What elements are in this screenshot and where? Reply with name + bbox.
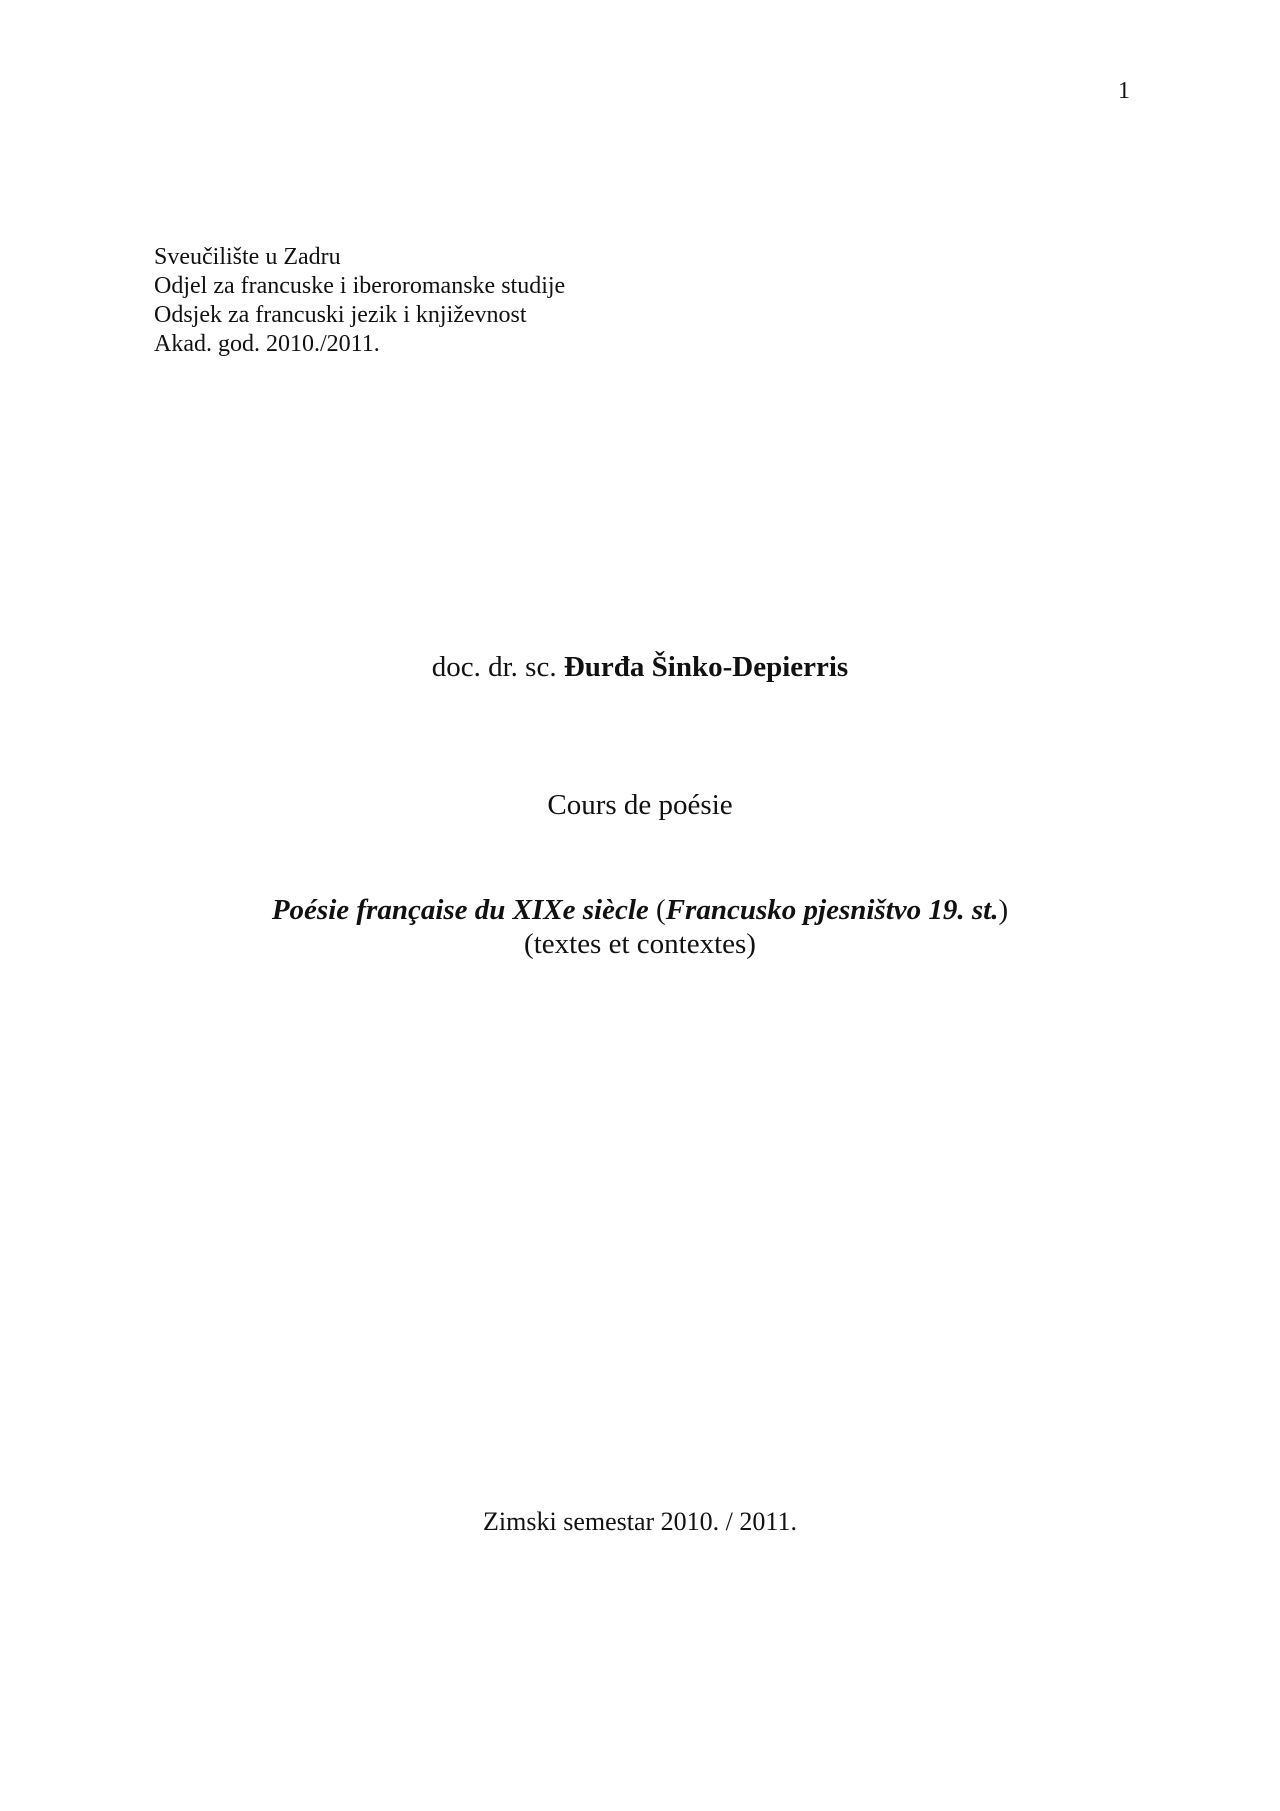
- course-title-line: [0, 893, 1280, 927]
- section-name: Odsjek za francuski jezik i književnost: [154, 302, 527, 328]
- department-name: Odjel za francuske i iberoromanske studije: [154, 273, 566, 299]
- university-name: Sveučilište u Zadru: [154, 244, 341, 270]
- author-name: Đurđa Šinko-Depierris: [563, 651, 849, 683]
- page-number: 1: [1118, 78, 1130, 104]
- open-paren: (: [648, 894, 666, 926]
- academic-year: Akad. god. 2010./2011.: [154, 331, 380, 357]
- course-title-block: [0, 893, 1280, 961]
- author-title: doc. dr. sc.: [431, 651, 564, 683]
- author-line: [0, 651, 1280, 684]
- course-type: Cours de poésie: [547, 789, 733, 821]
- course-subtitle: (textes et contextes): [524, 928, 756, 960]
- course-title-french: Poésie française du XIXe siècle: [271, 894, 649, 926]
- course-title-croatian: Francusko pjesništvo 19. st.: [665, 894, 999, 926]
- close-paren: ): [998, 894, 1009, 926]
- semester: Zimski semestar 2010. / 2011.: [483, 1507, 797, 1536]
- institution-block: [154, 243, 565, 359]
